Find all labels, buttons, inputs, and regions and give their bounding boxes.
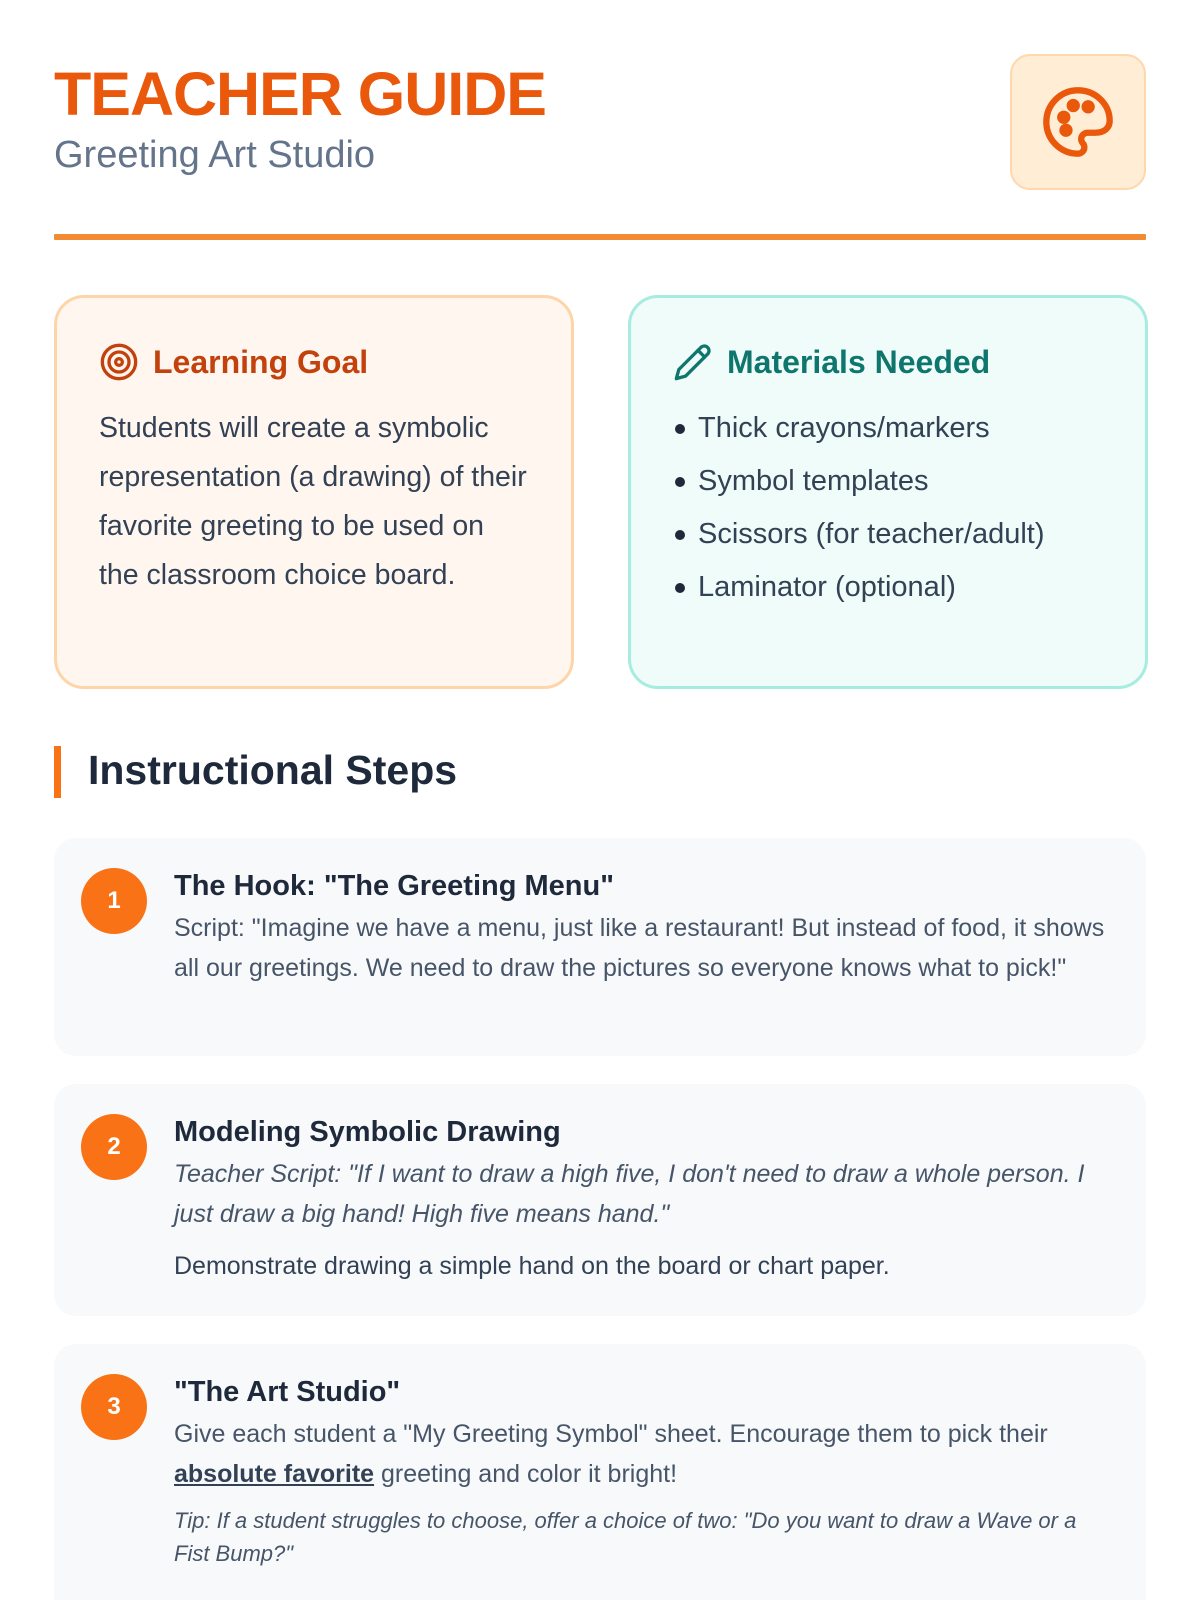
- target-icon: [99, 342, 139, 382]
- materials-header: [673, 340, 1103, 384]
- bullet: [675, 477, 685, 487]
- step-card-2: [54, 1084, 1146, 1316]
- bullet: [675, 424, 685, 434]
- step-title: The Hook: "The Greeting Menu": [174, 870, 614, 902]
- materials-list: [673, 402, 1103, 614]
- header-divider: [54, 234, 1146, 240]
- step-title: Modeling Symbolic Drawing: [174, 1116, 561, 1148]
- step-card-1: [54, 838, 1146, 1056]
- step-number-badge: 2: [81, 1114, 147, 1180]
- step-number-badge: 3: [81, 1374, 147, 1440]
- bullet: [675, 583, 685, 593]
- step-card-3: [54, 1344, 1146, 1600]
- materials-list-item: [673, 402, 1103, 455]
- learning-goal-text: Students will create a symbolic representation (a drawing) of their favorite greeting to be used on the classroom choice board.: [99, 412, 527, 591]
- materials-list-item: [673, 561, 1103, 614]
- materials-item-text: Laminator (optional): [698, 571, 956, 603]
- step-title: "The Art Studio": [174, 1376, 401, 1408]
- step-number-badge: 1: [81, 868, 147, 934]
- materials-list-item: [673, 455, 1103, 508]
- step-tip: Tip: If a student struggles to choose, offer a choice of two: "Do you want to draw a Wave or a Fist Bump?": [174, 1508, 1077, 1566]
- step-script: Teacher Script: "If I want to draw a high five, I don't need to draw a whole person. I just draw a big hand! High five means hand.": [174, 1160, 1085, 1228]
- section-title: Instructional Steps: [88, 747, 458, 793]
- page-subtitle: Greeting Art Studio: [54, 134, 376, 176]
- step-text: Demonstrate drawing a simple hand on the board or chart paper.: [174, 1252, 890, 1280]
- page-title: TEACHER GUIDE: [54, 60, 546, 128]
- learning-goal-header: [99, 340, 529, 384]
- learning-goal-heading: Learning Goal: [153, 343, 369, 380]
- logo-tile: [1010, 54, 1146, 190]
- materials-list-item: [673, 508, 1103, 561]
- step-text: Script: "Imagine we have a menu, just like a restaurant! But instead of food, it shows all our greetings. We need to draw the pictures so everyone knows what to pick!": [174, 914, 1105, 982]
- step-body: [174, 1114, 1116, 1286]
- step-body: [174, 1374, 1116, 1570]
- step-text-start: Give each student a "My Greeting Symbol" sheet. Encourage them to pick their: [174, 1420, 1048, 1448]
- pencil-icon: [673, 342, 713, 382]
- materials-card: [628, 295, 1148, 689]
- materials-item-text: Symbol templates: [698, 465, 929, 497]
- step-text: [174, 1414, 1116, 1494]
- bullet: [675, 530, 685, 540]
- step-text-end: greeting and color it bright!: [374, 1460, 678, 1488]
- materials-item-text: Thick crayons/markers: [698, 412, 990, 444]
- materials-heading: Materials Needed: [727, 343, 991, 380]
- step-body: [174, 868, 1116, 988]
- header: [54, 58, 1146, 198]
- materials-item-text: Scissors (for teacher/adult): [698, 518, 1045, 550]
- palette-icon: [1040, 84, 1116, 160]
- learning-goal-card: [54, 295, 574, 689]
- section-accent-bar: [54, 746, 61, 798]
- emphasis-text: absolute favorite: [174, 1460, 375, 1488]
